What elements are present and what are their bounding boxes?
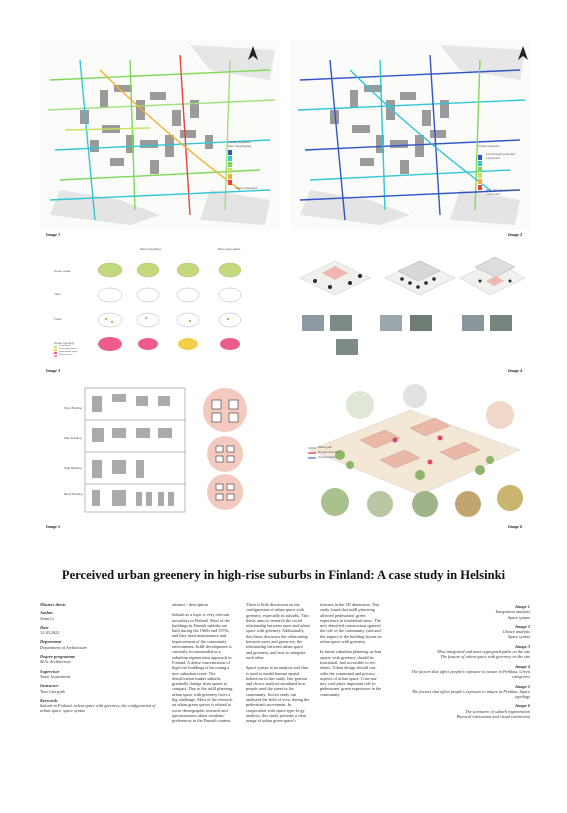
space-typology-drawing — [40, 380, 280, 520]
meta-label: Instructor — [40, 683, 59, 689]
north-arrow-icon — [518, 46, 528, 65]
abstract-column-3 — [320, 602, 384, 702]
image-list-line: The factors that affect people's exposure to nature in Perkkaa, Green categories — [411, 668, 530, 680]
image-list-line: The sceenario of suburb regeneration — [465, 708, 530, 714]
choice-legend-bottom: High through potential movement — [486, 188, 516, 196]
matrix-row-label: Trees — [54, 317, 62, 321]
meta-label: Degree programme — [40, 654, 75, 660]
choice-map — [290, 40, 530, 230]
meta-value: M.Sc.Architecture — [40, 659, 71, 665]
typology-legend-item: Trees green — [59, 345, 71, 347]
integration-map-drawing — [40, 40, 280, 230]
image-list-line: Choice analysis — [502, 629, 530, 635]
scenario-panel — [290, 380, 530, 520]
image-list-label: Image 4 — [515, 663, 530, 669]
abstract-column-1 — [172, 602, 236, 729]
meta-label: Department — [40, 639, 62, 645]
image-list-line: Most integrated and most segregated paths on the site — [437, 649, 530, 655]
scenario-drawing — [290, 380, 530, 520]
image-list-line: Integration analysis — [495, 609, 530, 615]
abstract-paragraph: There is little discussion on the configuration of urban space with greenery, especially in suburbs. This thesis aims to research the social relationship between users and urban space with greenery. Additionally, this thesis discusses the relationship between users and green-ery, the relationship between urban space and greenery, and how to integrate each other. — [246, 602, 310, 660]
abstract-column-2 — [246, 602, 310, 729]
green-categories-drawing — [290, 243, 530, 365]
meta-label: Keywords — [40, 697, 58, 703]
typology-legend-item: Semi-public green — [59, 348, 77, 350]
typology-row-label: Point Building — [64, 406, 83, 410]
typology-legend-item: Semi-private green — [59, 351, 78, 353]
choice-legend-top: Low through potential movement — [486, 152, 515, 160]
matrix-header-most-integrated: Most integrated — [140, 247, 161, 251]
image-list-line: Physical interaction and visual interaction — [456, 714, 530, 720]
image-list-label: Image 1 — [515, 604, 530, 609]
meta-label: Author — [40, 610, 53, 616]
meta-value: 12.30.2022 — [40, 630, 60, 636]
meta-value: Anssi Joutsiniemi — [40, 673, 71, 679]
image-5-caption: Image 5 — [46, 524, 61, 529]
choice-legend-title: Choice analysis — [478, 144, 500, 148]
image-list-label: Image 5 — [515, 683, 530, 689]
image-list — [400, 602, 530, 723]
abstract-heading: abstract / description — [172, 602, 208, 607]
matrix-row-label: Green typology — [54, 341, 75, 345]
scenario-legend-item: Walking path — [318, 446, 332, 449]
image-list-line: The feature of urban space with greenery on the site — [440, 654, 530, 660]
image-list-label: Image 2 — [515, 623, 530, 629]
choice-legend-bar — [478, 155, 482, 190]
integration-legend-bottom: More integrated — [236, 186, 258, 190]
image-list-label: Image 3 — [515, 643, 530, 649]
meta-label: Supervisor — [40, 668, 60, 674]
typology-row-label: Block Building — [64, 492, 83, 496]
image-list-label: Image 6 — [515, 703, 530, 709]
image-4-caption: Image 4 — [508, 368, 523, 373]
abstract-paragraph: In future suburban planning, ur-ban spaces with greenery should be functional, and accessible to res-idents. Urban design should con-sider the communal and privacy aspects of urban space. Com-mu-nity yard plays important role in pedestrians' green experience in the community. — [320, 649, 382, 697]
image-1-caption: Image 1 — [46, 232, 61, 237]
matrix-drawing — [40, 243, 280, 365]
scenario-legend-item: Physical interaction — [318, 451, 339, 454]
integration-legend-bar — [228, 150, 232, 185]
integration-legend-title: Visual integration More Segregated — [228, 140, 252, 148]
abstract-paragraph: Space syntax is an analysis tool that is used to model human spatial behaviour in this study. Iste-gration and choice analysis simulated how people used the street in the community. Isovist study can analyzed the field of view during the pedestrian's movement. In cooperation with space typo-lo-gy analysis, this study presents a clear image of urban green space's — [246, 665, 310, 724]
meta-label: Date — [40, 624, 49, 630]
meta-value: Suburb in Finland, urban space with greenery, the configuration of urban space, space syntax — [40, 703, 156, 714]
image-list-line: The factors that affect people's exposure to nature in Perkkaa, Space typology — [411, 688, 530, 700]
matrix-row-label: Green areas — [54, 269, 71, 273]
typology-row-label: Slab Building — [64, 436, 82, 440]
scenario-legend-item: Visual interaction — [318, 456, 337, 459]
choice-map-drawing — [290, 40, 530, 230]
matrix-row-label: Yard — [54, 292, 61, 296]
meta-value: Department of Architecture — [40, 644, 88, 650]
space-typology-panel — [40, 380, 280, 520]
integration-map — [40, 40, 280, 230]
green-typology-matrix — [40, 243, 280, 365]
image-list-line: Space syntax — [507, 634, 530, 640]
matrix-header-most-segregated: Most segregated — [218, 247, 241, 251]
green-categories-panel — [290, 243, 530, 365]
meta-value: Anna Li — [40, 615, 54, 621]
image-6-caption: Image 6 — [508, 524, 523, 529]
abstract-paragraph: Suburb as a topic is very relevant nowadays in Finland. Most of the buildings in Finnish suburbs are built during the 1960s and 1970s, and they need maintenance and improvement of the community environment. Infill development is currently recommended as a suburban regeneration approach in Finland. A dense concentration of high-rise buildings is becoming a new suburban scene. The densification makes suburbs gradually change from sparse to compact. Due to the infill planning, urban space with greenery faces a big challenge. Most of the research on urban green spaces is related to socio-demographic research and questionnaires about residents' preferences in the Finnish context. — [172, 612, 234, 724]
meta-label: Masters thesis — [40, 602, 66, 607]
poster-title: Perceived urban greenery in high-rise suburbs in Finland: A case study in Helsinki — [61, 568, 506, 582]
meta-value: Tina Czerpyak — [40, 688, 65, 694]
thesis-metadata — [40, 602, 160, 718]
abstract-paragraph: features in the 3D dimension. This study found that infill plan-ning affected pedestrians' green experience in residential areas. The new densified construction ignored the role of the community yard and the impact of the building layout on urban space with greenery. — [320, 602, 382, 645]
image-2-caption: Image 2 — [508, 232, 523, 237]
typology-row-label: High Building — [64, 466, 82, 470]
typology-legend-item: Private green — [59, 354, 73, 356]
image-3-caption: Image 3 — [46, 368, 61, 373]
north-arrow-icon — [248, 46, 258, 65]
image-list-line: Space syntax — [507, 614, 530, 620]
